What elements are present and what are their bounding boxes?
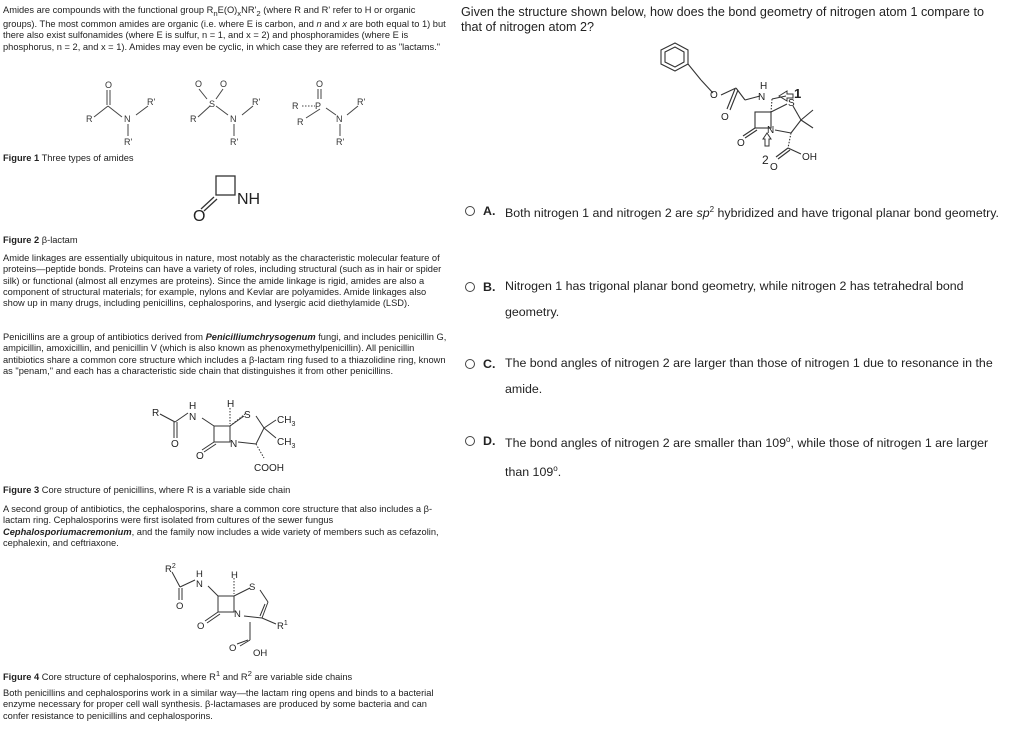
atom-s: S <box>249 582 256 593</box>
atom-o: O <box>196 451 204 462</box>
figure3-caption: Figure 3 Core structure of penicillins, where R is a variable side chain <box>3 485 291 495</box>
atom-n-1: N <box>758 92 766 103</box>
atom-r-prime: R' <box>147 97 156 107</box>
nitrogen-label-2: 2 <box>762 153 769 167</box>
figure2-beta-lactam <box>180 168 280 228</box>
passage-intro: Amides are compounds with the functional group $R_nE(O)_xNR'_2$ (where R and R' refer to H or organic groups). The most common amides are organic (i.e. where E is carbon, and n and x are both equal to 1) but there also exist sulfonamides (where E is sulfur, n = 1, and x = 2) and phosphoramides (where E is phosphorus, n = 2, and x = 1). Amides may even be cyclic, in which case they are referred to as "lactams." <box>3 5 446 52</box>
atom-o: O <box>171 439 179 450</box>
question-structure <box>641 40 841 175</box>
figure4-caption: Figure 4 Core structure of cephalosporins, where $R^1$ and $R^2$ are variable side chains <box>3 669 353 683</box>
figure4-cephalosporin-core <box>150 560 310 660</box>
radio-button[interactable] <box>465 436 475 446</box>
atom-cooh: COOH <box>254 463 284 474</box>
atom-n: N <box>124 114 131 124</box>
atom-n: N <box>230 114 237 124</box>
atom-o: O <box>193 208 206 225</box>
radio-button[interactable] <box>465 359 475 369</box>
option-letter: B. <box>483 280 496 294</box>
atom-oh: OH <box>802 152 817 163</box>
option-text: Both nitrogen 1 and nitrogen 2 are $sp^2$ hybridized and have trigonal planar bond geometry. <box>505 205 999 221</box>
option-letter: C. <box>483 357 496 371</box>
atom-n: N <box>196 579 203 590</box>
passage-cephalosporins: A second group of antibiotics, the cephalosporins, share a common core structure that also includes a β-lactam ring. Cephalosporins were first isolated from cultures of the sewer fungus Cephalosporiumacremonium, and the family now includes a wide variety of members such as cefazolin, cephalexin, and ceftriaxone. <box>3 504 439 548</box>
atom-r2: $R^2$ <box>165 563 176 575</box>
atom-o: O <box>316 79 324 89</box>
atom-o: O <box>721 112 729 123</box>
option-letter: D. <box>483 434 496 448</box>
atom-o: O <box>195 79 203 89</box>
radio-button[interactable] <box>465 206 475 216</box>
atom-r: R <box>297 117 304 127</box>
atom-nh: NH <box>237 191 261 208</box>
atom-h: H <box>196 569 203 580</box>
atom-o: O <box>105 80 113 90</box>
atom-r-prime: R' <box>357 97 366 107</box>
atom-p: P <box>315 101 322 111</box>
atom-o: O <box>197 621 205 632</box>
atom-r: R <box>86 114 93 124</box>
passage-mechanism: Both penicillins and cephalosporins work in a similar way—the lactam ring opens and binds to a bacterial enzyme necessary for proper cell wall synthesis. β-lactamases are produced by some bacteria and can confer resistance to penicillins and cephalosporins. <box>3 688 434 721</box>
atom-n: N <box>189 412 197 423</box>
atom-h: H <box>227 399 235 410</box>
atom-o: O <box>737 138 745 149</box>
atom-o: O <box>710 90 718 101</box>
radio-button[interactable] <box>465 282 475 292</box>
atom-h: H <box>189 401 197 412</box>
atom-s: S <box>244 410 251 421</box>
atom-r: R <box>152 408 160 419</box>
atom-oh: OH <box>253 648 268 659</box>
atom-o: O <box>176 601 184 612</box>
atom-h: H <box>231 570 238 581</box>
atom-r1: $R^1$ <box>277 620 288 632</box>
atom-r-prime: R' <box>252 97 261 107</box>
passage-penicillins: Penicillins are a group of antibiotics derived from Penicilliumchrysogenum fungi, and includes penicillin G, ampicillin, amoxicillin, and penicillin V (which is also known as phenoxymethylpenicillin). All penicillin antibiotics share a common core structure which includes a β-lactam ring fused to a thiazolidine ring, known as "penam," and each has a characteristic side chain that distinguishes it from other penicillins. <box>3 332 447 376</box>
figure1-caption: Figure 1 Three types of amides <box>3 153 134 163</box>
figure3-penicillin-core <box>140 396 340 478</box>
option-text: The bond angles of nitrogen 2 are smaller than 109$^o$, while those of nitrogen 1 are larger than 109$^o$. <box>505 435 989 480</box>
atom-n: N <box>234 609 241 620</box>
figure1-amides <box>0 72 450 152</box>
atom-ch3: $CH_3$ <box>277 437 296 450</box>
atom-o: O <box>220 79 228 89</box>
atom-h: H <box>760 81 768 92</box>
atom-ch3: $CH_3$ <box>277 415 296 428</box>
passage-amide-linkages: Amide linkages are essentially ubiquitous in nature, most notably as the characteristic molecular feature of proteins—peptide bonds. Proteins can have a variety of roles, including structural (such as in hair or spider silk) or functional (almost all enzymes are proteins). Since the amide linkage is rigid, amides are also a component of structural materials; for example, nylons and Kevlar are polyamides. Amide linkages also show up in many drugs, including penicillins, cephalosporins, and lysergic acid diethylamide (LSD). <box>3 253 442 309</box>
atom-n: N <box>230 439 238 450</box>
option-letter: A. <box>483 204 496 218</box>
atom-n: N <box>336 114 343 124</box>
atom-r: R <box>190 114 197 124</box>
atom-r-prime: R' <box>230 137 239 147</box>
atom-s: S <box>788 98 795 109</box>
atom-s: S <box>209 99 216 109</box>
atom-o: O <box>770 162 778 173</box>
nitrogen-label-1: 1 <box>794 86 802 101</box>
atom-r: R <box>292 101 299 111</box>
option-text: The bond angles of nitrogen 2 are larger than those of nitrogen 1 due to resonance in the amide. <box>505 356 993 396</box>
question-stem: Given the structure shown below, how does the bond geometry of nitrogen atom 1 compare to that of nitrogen atom 2? <box>461 5 984 34</box>
figure2-caption: Figure 2 β-lactam <box>3 235 78 245</box>
atom-r-prime: R' <box>336 137 345 147</box>
option-text: Nitrogen 1 has trigonal planar bond geometry, while nitrogen 2 has tetrahedral bond geometry. <box>505 279 964 319</box>
atom-o: O <box>229 643 237 654</box>
atom-r-prime: R' <box>124 137 133 147</box>
atom-n-2: N <box>767 125 775 136</box>
